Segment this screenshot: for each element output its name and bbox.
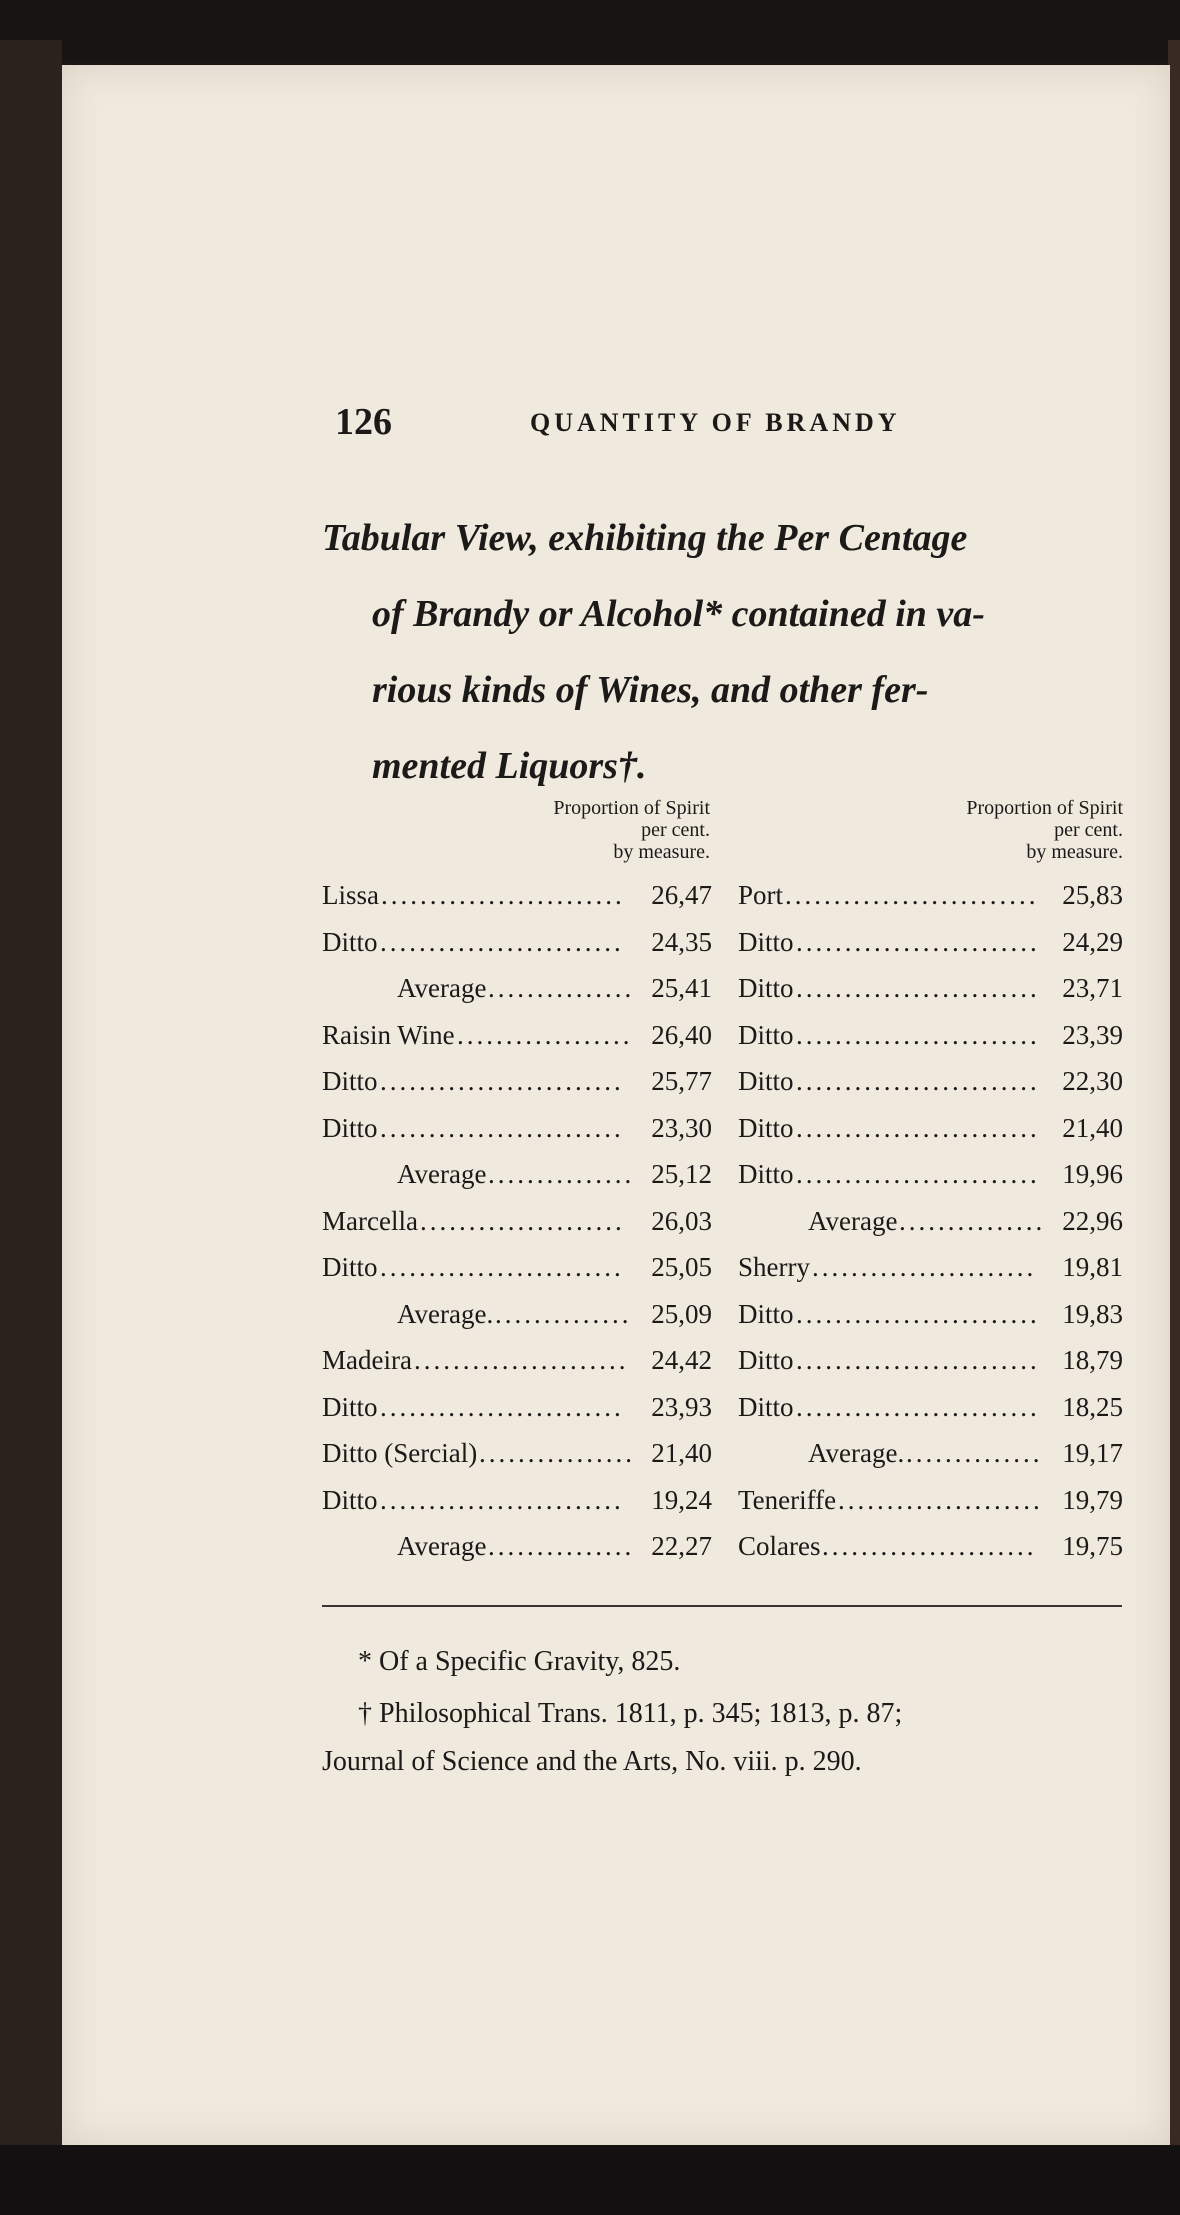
table-row (738, 1345, 1123, 1392)
leader-dots: .................. (457, 1019, 633, 1050)
row-value: 18,79 (1062, 1345, 1123, 1375)
row-label: Ditto (322, 1252, 378, 1282)
table-row (322, 973, 712, 1020)
row-value: 19,81 (1062, 1252, 1123, 1282)
row-label: Teneriffe (738, 1484, 837, 1515)
top-border (0, 0, 1180, 60)
row-value: 25,41 (651, 973, 712, 1003)
leader-dots: ..................... (838, 1484, 1043, 1515)
title-line-4: mented Liquors†. (372, 745, 647, 787)
leader-dots: ......................... (796, 973, 1040, 1003)
left-wine-table (322, 880, 712, 1578)
table-row (738, 1066, 1123, 1113)
leader-dots: ......................... (380, 1391, 624, 1422)
table-row (738, 1159, 1123, 1206)
row-value: 22,30 (1062, 1066, 1123, 1096)
row-label: Sherry (738, 1252, 810, 1282)
row-label: Lissa (322, 880, 379, 910)
leader-dots: ......................... (796, 1159, 1040, 1189)
row-label: Ditto (738, 973, 794, 1003)
row-label: Ditto (738, 926, 794, 957)
row-value: 22,27 (651, 1531, 712, 1561)
leader-dots: ......................... (796, 1345, 1040, 1375)
row-value: 25,05 (651, 1252, 712, 1282)
row-value: 24,29 (1062, 926, 1123, 957)
leader-dots: ...................... (414, 1345, 629, 1375)
leader-dots: .............. (906, 1438, 1043, 1468)
table-row (322, 1392, 712, 1439)
column-header-line: per cent. (641, 819, 710, 841)
right-column-header (880, 797, 1123, 863)
table-row (738, 1252, 1123, 1299)
row-value: 26,40 (651, 1019, 712, 1050)
leader-dots: ....................... (812, 1252, 1037, 1282)
table-row (738, 1392, 1123, 1439)
row-value: 25,77 (651, 1066, 712, 1096)
leader-dots: ............... (488, 973, 635, 1003)
row-label: Marcella (322, 1205, 418, 1236)
row-label: Ditto (738, 1298, 794, 1329)
row-label: Madeira (322, 1345, 412, 1375)
row-value: 19,83 (1062, 1298, 1123, 1329)
title-line-1: Tabular View, exhibiting the Per Centage (322, 517, 968, 559)
row-label: Average (397, 1531, 487, 1561)
leader-dots: ............... (488, 1531, 635, 1561)
row-value: 23,39 (1062, 1019, 1123, 1050)
footnote-2: † Philosophical Trans. 1811, p. 345; 1813, p. 87; (358, 1698, 903, 1729)
right-wine-table (738, 880, 1123, 1578)
table-row (738, 1206, 1123, 1253)
row-label: Raisin Wine (322, 1019, 455, 1050)
row-label: Ditto (322, 926, 378, 957)
row-value: 21,40 (651, 1438, 712, 1468)
row-value: 22,96 (1062, 1205, 1123, 1236)
leader-dots: ......................... (380, 1066, 624, 1096)
table-row (738, 927, 1123, 974)
table-row (738, 1531, 1123, 1578)
footnote-2-continued: Journal of Science and the Arts, No. viii. p. 290. (322, 1746, 862, 1777)
row-value: 24,35 (651, 926, 712, 957)
table-row (322, 927, 712, 974)
row-label: Average (397, 1159, 487, 1189)
page-number: 126 (335, 401, 392, 443)
table-row (322, 1299, 712, 1346)
row-value: 25,83 (1062, 880, 1123, 910)
leader-dots: ......................... (796, 1066, 1040, 1096)
leader-dots: ......................... (796, 1019, 1040, 1050)
row-label: Ditto (738, 1345, 794, 1375)
page-header (335, 400, 955, 460)
row-label: Ditto (738, 1019, 794, 1050)
leader-dots: ............... (488, 1159, 635, 1189)
row-label: Colares (738, 1531, 821, 1561)
row-value: 19,75 (1062, 1531, 1123, 1561)
row-value: 24,42 (651, 1345, 712, 1375)
row-label: Ditto (738, 1159, 794, 1189)
footnote-divider (322, 1605, 1122, 1607)
leader-dots: ......................... (380, 1112, 624, 1143)
leader-dots: ......................... (380, 926, 624, 957)
leader-dots: .......................... (785, 880, 1039, 910)
left-column-header (470, 797, 710, 863)
row-label: Ditto (322, 1112, 378, 1143)
row-value: 19,17 (1062, 1438, 1123, 1468)
leader-dots: ......................... (796, 1112, 1040, 1143)
table-row (322, 1252, 712, 1299)
row-label: Ditto (738, 1391, 794, 1422)
leader-dots: ......................... (380, 1252, 624, 1282)
row-value: 19,79 (1062, 1484, 1123, 1515)
row-label: Ditto (738, 1066, 794, 1096)
row-value: 19,96 (1062, 1159, 1123, 1189)
row-label: Average (397, 973, 487, 1003)
book-spine-edge (0, 40, 62, 2160)
table-row (322, 1020, 712, 1067)
row-value: 23,30 (651, 1112, 712, 1143)
table-row (738, 1485, 1123, 1532)
running-head: QUANTITY OF BRANDY (530, 408, 901, 437)
row-value: 23,71 (1062, 973, 1123, 1003)
leader-dots: .............. (495, 1298, 632, 1329)
leader-dots: ......................... (380, 1484, 624, 1515)
row-value: 18,25 (1062, 1391, 1123, 1422)
row-label: Ditto (322, 1066, 378, 1096)
row-label: Ditto (322, 1484, 378, 1515)
table-row (322, 1206, 712, 1253)
column-header-line: Proportion of Spirit (553, 797, 710, 819)
table-row (738, 1113, 1123, 1160)
table-row (322, 1113, 712, 1160)
table-row (738, 973, 1123, 1020)
row-label: Ditto (Sercial) (322, 1438, 478, 1468)
row-value: 25,09 (651, 1298, 712, 1329)
row-value: 25,12 (651, 1159, 712, 1189)
leader-dots: ................ (479, 1438, 635, 1468)
column-header-line: by measure. (613, 841, 710, 863)
leader-dots: ............... (899, 1205, 1046, 1236)
leader-dots: ......................... (796, 1391, 1040, 1422)
leader-dots: ......................... (381, 880, 625, 910)
table-row (738, 1299, 1123, 1346)
row-value: 21,40 (1062, 1112, 1123, 1143)
row-label: Ditto (738, 1112, 794, 1143)
row-label: Port (738, 880, 784, 910)
row-value: 23,93 (651, 1391, 712, 1422)
table-row (322, 1438, 712, 1485)
table-row (322, 1345, 712, 1392)
row-value: 26,03 (651, 1205, 712, 1236)
row-value: 26,47 (651, 880, 712, 910)
table-row (738, 880, 1123, 927)
column-header-line: per cent. (1054, 819, 1123, 841)
leader-dots: ..................... (420, 1205, 625, 1236)
title-line-3: rious kinds of Wines, and other fer- (372, 669, 929, 711)
table-row (322, 1485, 712, 1532)
column-header-line: by measure. (1026, 841, 1123, 863)
row-label: Average (808, 1205, 898, 1236)
footnote-1: * Of a Specific Gravity, 825. (358, 1646, 681, 1677)
table-title (322, 500, 1132, 804)
leader-dots: ...................... (822, 1531, 1037, 1561)
table-row (738, 1438, 1123, 1485)
table-row (322, 1066, 712, 1113)
table-row (322, 880, 712, 927)
leader-dots: ......................... (796, 1298, 1040, 1329)
bottom-border (0, 2145, 1180, 2215)
table-row (322, 1531, 712, 1578)
table-row (322, 1159, 712, 1206)
leader-dots: ......................... (796, 926, 1040, 957)
row-label: Average. (808, 1438, 905, 1468)
row-label: Ditto (322, 1391, 378, 1422)
column-header-line: Proportion of Spirit (966, 797, 1123, 819)
table-row (738, 1020, 1123, 1067)
row-label: Average. (397, 1298, 494, 1329)
title-line-2: of Brandy or Alcohol* contained in va- (372, 593, 985, 635)
row-value: 19,24 (651, 1484, 712, 1515)
